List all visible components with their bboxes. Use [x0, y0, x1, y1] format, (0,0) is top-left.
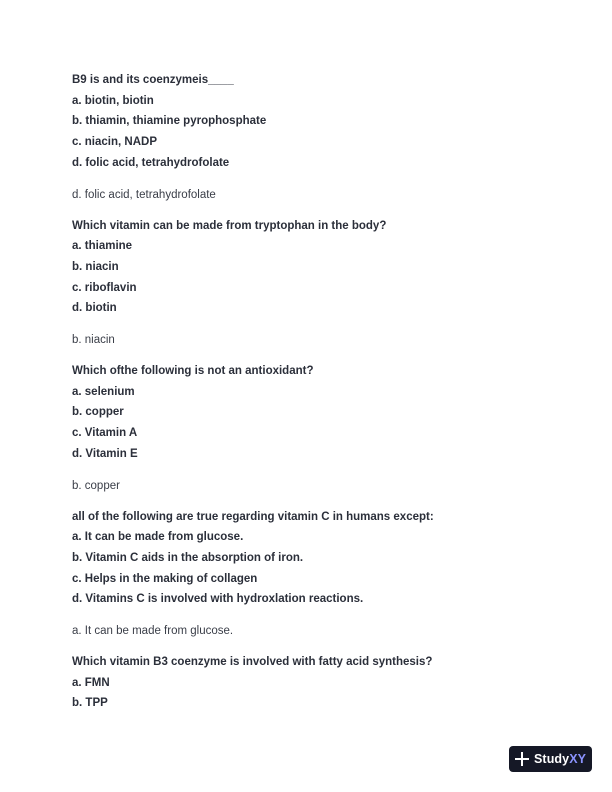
option-a: a. It can be made from glucose. [72, 531, 244, 544]
question-block-2 [72, 216, 552, 351]
option-b: b. niacin [72, 260, 119, 273]
option-b: b. thiamin, thiamine pyrophosphate [72, 115, 267, 128]
option-b: b. Vitamin C aids in the absorption of iron. [72, 551, 304, 564]
brand-accent: XY [569, 752, 587, 766]
brand-name [534, 752, 586, 766]
option-c: c. Helps in the making of collagen [72, 572, 258, 585]
plus-icon [515, 752, 529, 766]
question-block-3 [72, 361, 552, 496]
question-block-5 [72, 652, 552, 714]
option-d: d. Vitamins C is involved with hydroxlation reactions. [72, 593, 364, 606]
question-text: Which vitamin B3 coenzyme is involved with fatty acid synthesis? [72, 656, 433, 669]
question-text: B9 is and its coenzymeis____ [72, 74, 234, 86]
question-text: all of the following are true regarding vitamin C in humans except: [72, 510, 434, 523]
question-block-4 [72, 507, 552, 642]
question-text: Which ofthe following is not an antioxidant? [72, 365, 314, 378]
studyxy-logo-badge[interactable] [509, 746, 592, 772]
option-c: c. niacin, NADP [72, 136, 157, 149]
option-d: d. Vitamin E [72, 447, 138, 460]
answer-text: a. It can be made from glucose. [72, 625, 234, 638]
answer-text: b. copper [72, 479, 120, 492]
option-b: b. TPP [72, 697, 108, 710]
option-c: c. riboflavin [72, 281, 137, 294]
answer-text: b. niacin [72, 334, 115, 347]
option-b: b. copper [72, 406, 124, 419]
option-d: d. folic acid, tetrahydrofolate [72, 156, 230, 169]
document-page [72, 70, 552, 714]
brand-main: Study [534, 752, 570, 766]
option-a: a. biotin, biotin [72, 94, 154, 107]
answer-text: d. folic acid, tetrahydrofolate [72, 188, 216, 201]
option-d: d. biotin [72, 302, 117, 315]
option-a: a. selenium [72, 385, 135, 398]
option-c: c. Vitamin A [72, 427, 138, 440]
question-text: Which vitamin can be made from tryptophan in the body? [72, 219, 387, 232]
option-a: a. FMN [72, 676, 110, 689]
question-block-1 [72, 70, 552, 205]
option-a: a. thiamine [72, 240, 133, 253]
